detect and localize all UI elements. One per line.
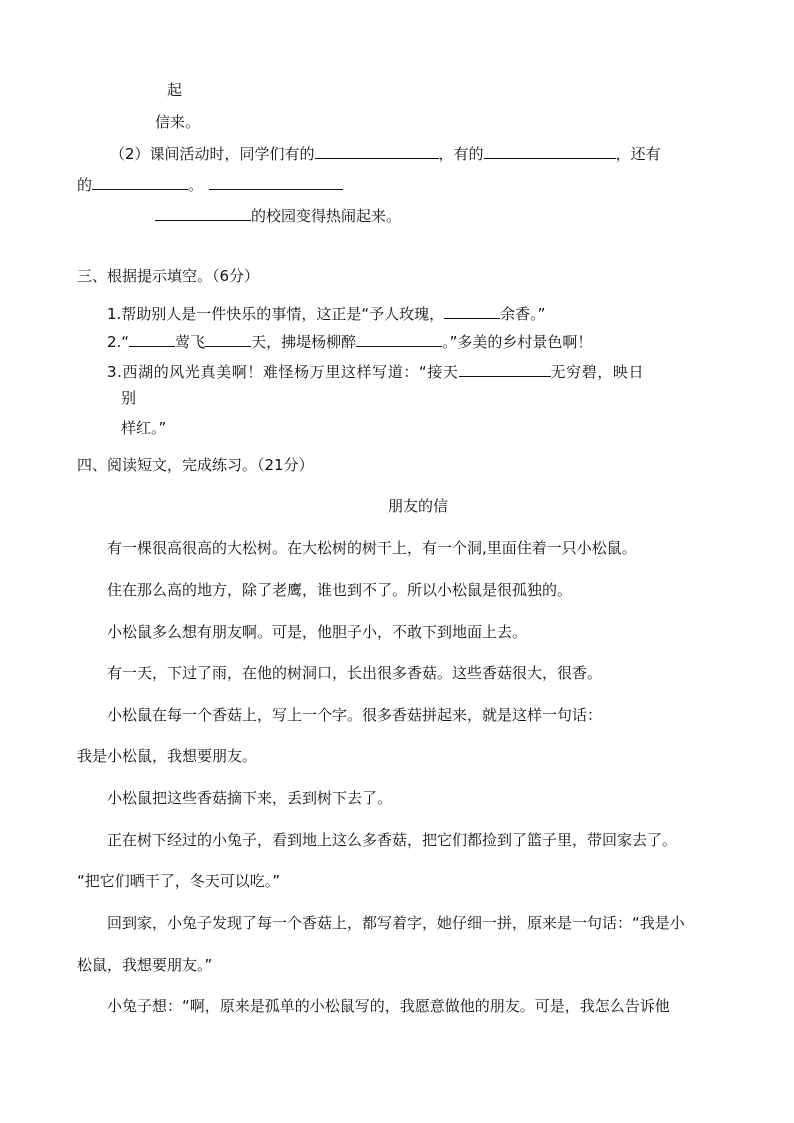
section-3-item-1: [107, 302, 545, 324]
item1-text-a: 1.帮助别人是一件快乐的事情，这正是“予人玫瑰，: [107, 305, 445, 323]
answer-blank[interactable]: [209, 173, 343, 190]
passage-paragraph-5: 小松鼠在每一个香菇上，写上一个字。很多香菇拼起来，就是这样一句话：: [107, 706, 603, 724]
fragment-qi: 起: [167, 81, 183, 99]
answer-blank[interactable]: [129, 330, 175, 347]
q2-text-5: 。: [188, 176, 204, 194]
passage-paragraph-11: 小兔子想：“啊，原来是孤单的小松鼠写的，我愿意做他的朋友。可是，我怎么告诉他: [107, 997, 670, 1015]
answer-blank[interactable]: [484, 142, 616, 159]
passage-paragraph-8: 正在树下经过的小兔子，看到地上这么多香菇，把它们都捡到了篮子里，带回家去了。: [107, 831, 678, 849]
fragment-xinlai: 信来。: [155, 113, 201, 131]
section-3-item-3-end: 样红。”: [121, 419, 167, 437]
passage-paragraph-10-cont: 松鼠，我想要朋友。”: [77, 956, 213, 974]
passage-paragraph-3: 小松鼠多么想有朋友啊。可是，他胆子小，不敢下到地面上去。: [107, 623, 528, 641]
item2-text-c: 天，拂堤杨柳醉: [251, 333, 357, 351]
item2-text-d: 。”多美的乡村景色啊！: [442, 333, 593, 351]
passage-paragraph-10: 回到家，小兔子发现了每一个香菇上，都写着字，她仔细一拼，原来是一句话：“我是小: [107, 914, 685, 932]
question-2-line3: [155, 204, 401, 226]
item2-text-b: 莺飞: [175, 333, 206, 351]
answer-blank[interactable]: [459, 360, 551, 377]
passage-title: 朋友的信: [388, 497, 449, 515]
question-2-line1: [110, 142, 661, 164]
item1-text-b: 余香。”: [500, 305, 546, 323]
passage-paragraph-1: 有一棵很高很高的大松树。在大松树的树干上，有一个洞,里面住着一只小松鼠。: [107, 539, 637, 557]
q2-text-3: ，还有: [615, 145, 661, 163]
answer-blank[interactable]: [92, 173, 188, 190]
answer-blank[interactable]: [356, 330, 442, 347]
section-3-item-2: [107, 330, 592, 352]
q2-text-4: 的: [77, 176, 93, 194]
passage-paragraph-7: 小松鼠把这些香菇摘下来，丢到树下去了。: [107, 789, 393, 807]
section-3-item-3-cont: 别: [121, 389, 137, 407]
answer-blank[interactable]: [444, 302, 500, 319]
section-4-heading: 四、阅读短文，完成练习。（21分）: [77, 456, 314, 474]
item2-text-a: 2.“: [107, 333, 130, 351]
q2-text-1: （2）课间活动时，同学们有的: [110, 145, 315, 163]
item3-text-a: 3.西湖的风光真美啊！难怪杨万里这样写道：“接天: [107, 363, 459, 381]
q2-text-6: 的校园变得热闹起来。: [251, 207, 402, 225]
answer-blank[interactable]: [315, 142, 439, 159]
passage-paragraph-2: 住在那么高的地方，除了老鹰，谁也到不了。所以小松鼠是很孤独的。: [107, 581, 573, 599]
q2-text-2: ，有的: [438, 145, 484, 163]
passage-paragraph-4: 有一天，下过了雨，在他的树洞口，长出很多香菇。这些香菇很大，很香。: [107, 664, 603, 682]
section-3-heading: 三、根据提示填空。（6分）: [77, 267, 260, 285]
passage-paragraph-9: “把它们晒干了，冬天可以吃。”: [77, 872, 281, 890]
answer-blank[interactable]: [205, 330, 251, 347]
answer-blank[interactable]: [155, 204, 251, 221]
passage-paragraph-6: 我是小松鼠，我想要朋友。: [77, 747, 258, 765]
section-3-item-3: [107, 360, 644, 382]
item3-text-b: 无穷碧，映日: [550, 363, 645, 381]
question-2-line2: [77, 173, 343, 195]
